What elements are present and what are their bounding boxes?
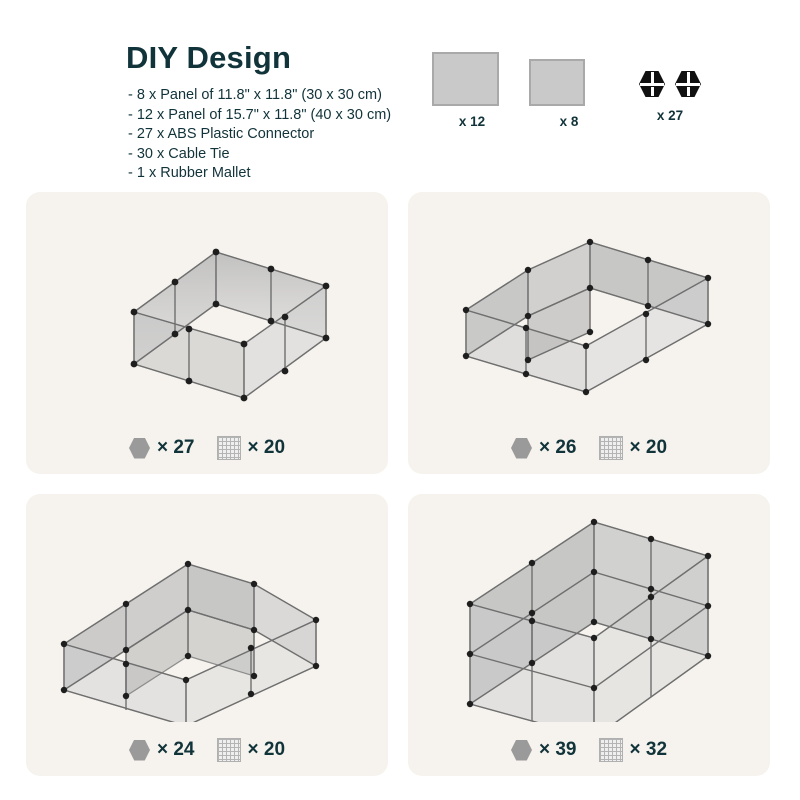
design-card-two-tier[interactable] xyxy=(408,494,770,776)
part-large-panel xyxy=(432,52,512,129)
enclosure-figure xyxy=(408,192,770,420)
grid-panel-icon xyxy=(217,436,241,460)
part-count: x 12 xyxy=(458,114,486,129)
hex-connector-icon xyxy=(511,740,532,761)
large-panel-icon xyxy=(432,52,512,106)
connector-count xyxy=(129,739,195,761)
card-legend xyxy=(408,436,770,460)
panel-count-label: × 20 xyxy=(247,437,286,458)
connector-count-label: × 27 xyxy=(156,437,195,458)
hex-connector-icon xyxy=(129,438,150,459)
card-legend xyxy=(26,738,388,762)
hex-connector-icon xyxy=(129,740,150,761)
small-panel-icon xyxy=(529,59,609,106)
panel-count xyxy=(217,436,286,460)
connector-count-label: × 24 xyxy=(156,739,195,760)
grid-panel-icon xyxy=(599,436,623,460)
card-legend xyxy=(26,436,388,460)
panel-count xyxy=(217,738,286,762)
grid-panel-icon xyxy=(599,738,623,762)
grid-panel-icon xyxy=(217,738,241,762)
part-small-panel xyxy=(529,59,609,129)
page-title: DIY Design xyxy=(126,40,292,75)
connector-count-label: × 39 xyxy=(538,739,577,760)
connector-icon xyxy=(633,68,707,100)
panel-count xyxy=(599,738,668,762)
panel-count-label: × 20 xyxy=(247,739,286,760)
part-count: x 8 xyxy=(559,114,579,129)
spec-item: - 8 x Panel of 11.8" x 11.8" (30 x 30 cm) xyxy=(128,87,382,103)
panel-count-label: × 20 xyxy=(629,437,668,458)
hex-connector-icon xyxy=(511,438,532,459)
design-cards xyxy=(26,192,778,780)
connector-count xyxy=(511,437,577,459)
connector-count xyxy=(129,437,195,459)
connector-count-label: × 26 xyxy=(538,437,577,458)
part-connector xyxy=(628,68,712,123)
panel-count-label: × 32 xyxy=(629,739,668,760)
enclosure-figure xyxy=(408,494,770,722)
part-count: x 27 xyxy=(656,108,684,123)
design-card-rectangle[interactable] xyxy=(26,192,388,474)
card-legend xyxy=(408,738,770,762)
spec-item: - 1 x Rubber Mallet xyxy=(128,165,251,182)
connector-count xyxy=(511,739,577,761)
enclosure-figure xyxy=(26,494,388,722)
parts-legend xyxy=(432,52,702,162)
spec-item: - 30 x Cable Tie xyxy=(128,145,230,162)
design-card-step[interactable] xyxy=(408,192,770,474)
enclosure-figure xyxy=(26,192,388,420)
spec-item: - 12 x Panel of 15.7" x 11.8" (40 x 30 cm) xyxy=(128,106,392,123)
design-card-lshape[interactable] xyxy=(26,494,388,776)
spec-item: - 27 x ABS Plastic Connector xyxy=(128,126,315,143)
panel-count xyxy=(599,436,668,460)
spec-list xyxy=(128,86,391,184)
header xyxy=(0,0,800,195)
